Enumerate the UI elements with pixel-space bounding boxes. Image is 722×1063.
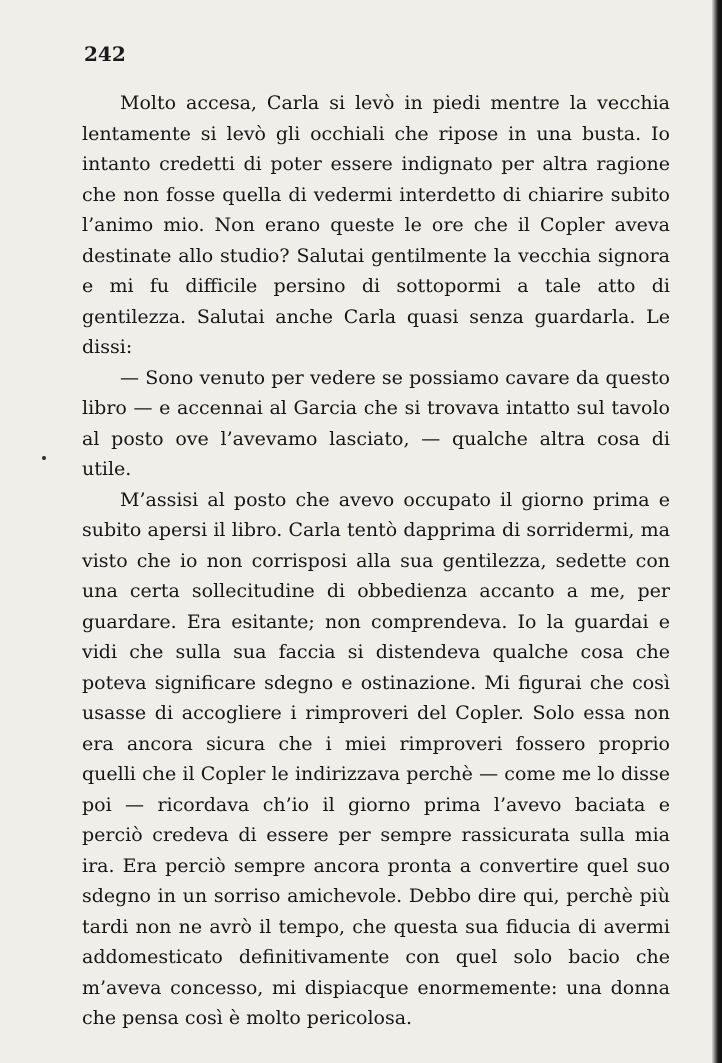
body-text (82, 88, 670, 1034)
margin-mark (42, 456, 46, 460)
page-edge (712, 0, 722, 1063)
paragraph-2: — Sono venuto per vedere se possiamo cavare da questo libro — e accennai al Garcia che si trovava intatto sul tavolo al posto ove l’avevamo lasciato, — qualche altra cosa di utile. (82, 366, 670, 480)
paragraph-1: Molto accesa, Carla si levò in piedi mentre la vecchia lentamente si levò gli occhiali che ripose in una busta. Io intanto credetti di poter essere indignato per altra ragione che non fosse quella di vedermi interdetto di chiarire subito l’animo mio. Non erano queste le ore che il Copler aveva destinate allo studio? Salutai gentilmente la vecchia signora e mi fu difficile persino di sottopormi a tale atto di gentilezza. Salutai anche Carla quasi senza guardarla. Le dissi: (82, 92, 670, 358)
paragraph-3: M’assisi al posto che avevo occupato il giorno prima e subito apersi il libro. Carla tentò dapprima di sorridermi, ma visto che io non corrisposi alla sua gentilezza, sedette con una certa sollecitudine di obbedienza accanto a me, per guardare. Era esitante; non comprendeva. Io la guardai e vidi che sulla sua faccia si distendeva qualche cosa che poteva significare sdegno e ostinazione. Mi figurai che così usasse di accogliere i rimproveri del Copler. Solo essa non era ancora sicura che i miei rimproveri fossero proprio quelli che il Copler le indirizzava perchè — come me lo disse poi — ricordava ch’io il giorno prima l’avevo baciata e perciò credeva di essere per sempre rassicurata sulla mia ira. Era perciò sempre ancora pronta a convertire quel suo sdegno in un sorriso amichevole. Debbo dire qui, perchè più tardi non ne avrò il tempo, che questa sua fiducia di avermi addomesticato definitivamente con quel solo bacio che m’aveva concesso, mi dispiacque enormemente: una donna che pensa così è molto pericolosa. (82, 488, 670, 1029)
page-number: 242 (84, 42, 126, 66)
